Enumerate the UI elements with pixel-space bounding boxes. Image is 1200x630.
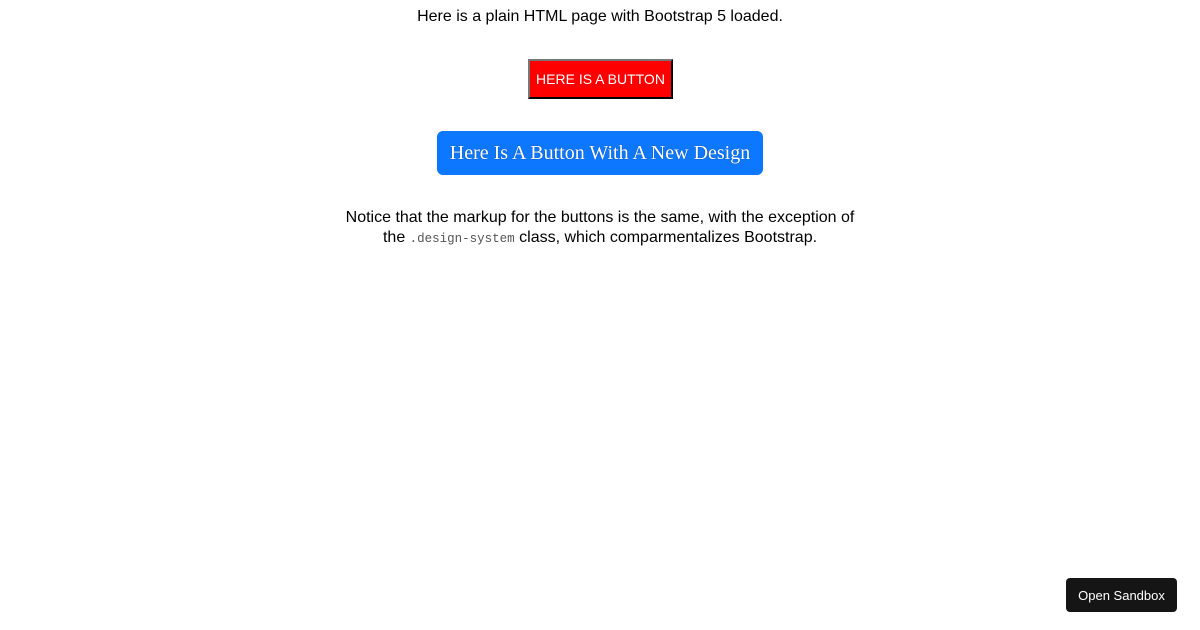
note-text-after: class, which comparmentalizes Bootstrap. xyxy=(514,229,818,246)
open-sandbox-button[interactable]: Open Sandbox xyxy=(1066,578,1177,612)
design-system-button[interactable]: Here Is A Button With A New Design xyxy=(437,131,763,175)
note-paragraph xyxy=(345,208,855,249)
design-system-class-code: .design-system xyxy=(409,232,515,246)
note-text-before: Notice that the markup for the buttons is the same, with the exception of the xyxy=(345,209,855,246)
intro-text: Here is a plain HTML page with Bootstrap 5 loaded. xyxy=(417,8,783,25)
plain-bootstrap-button[interactable]: HERE IS A BUTTON xyxy=(528,59,673,99)
